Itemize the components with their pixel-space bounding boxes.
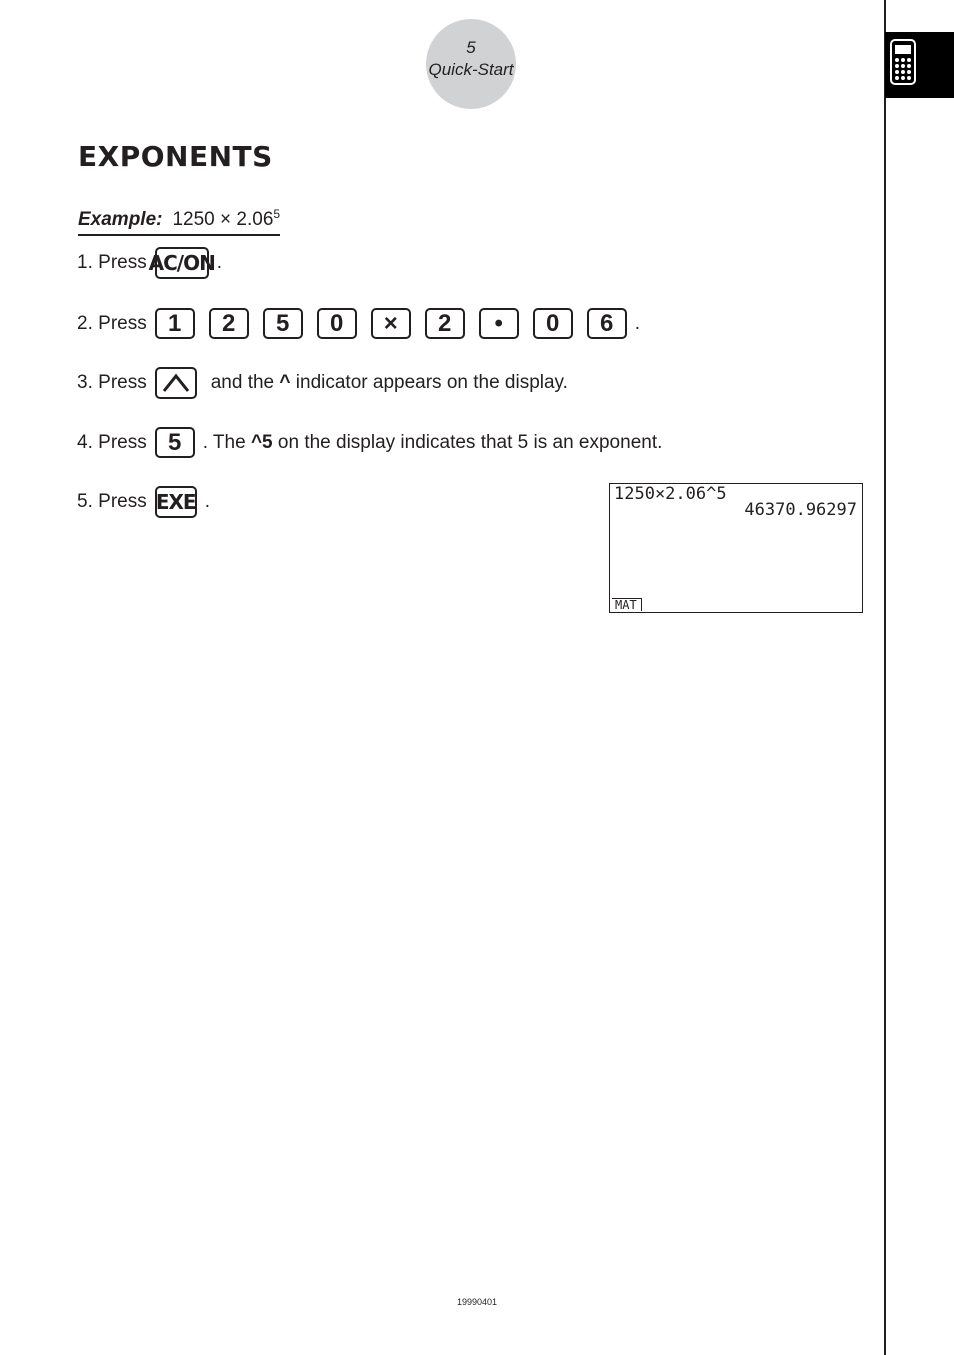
- step-verb: Press: [98, 372, 147, 393]
- step-text: and the: [210, 372, 280, 393]
- key-1[interactable]: 1: [155, 308, 195, 339]
- example-heading: [78, 207, 280, 236]
- calculator-icon: [890, 39, 916, 85]
- step-text: . The: [202, 431, 251, 453]
- display-input: 1250×2.06^5: [614, 484, 727, 504]
- decimal-point-key[interactable]: •: [479, 308, 519, 339]
- example-expression: 1250 × 2.06: [172, 209, 274, 230]
- section-name: Quick-Start: [428, 60, 514, 79]
- step-text: indicator appears on the display.: [290, 372, 568, 393]
- key-2[interactable]: 2: [209, 308, 249, 339]
- exponent-indicator: ^5: [250, 431, 273, 453]
- step-suffix: .: [216, 252, 222, 273]
- display-menu-mat: MAT: [612, 598, 642, 611]
- step-number: 3.: [77, 372, 93, 393]
- caret-icon: [161, 372, 191, 394]
- ac-on-key[interactable]: AC/ON: [155, 247, 209, 279]
- caret-indicator: ^: [279, 372, 291, 393]
- page-title: EXPONENTS: [78, 140, 273, 173]
- step-verb: Press: [98, 312, 147, 334]
- footer-code: 19990401: [457, 1297, 498, 1307]
- step-verb: Press: [98, 491, 147, 512]
- key-5[interactable]: 5: [263, 308, 303, 339]
- step-verb: Press: [98, 252, 147, 273]
- calculator-display: [609, 483, 863, 613]
- step-number: 2.: [77, 312, 93, 334]
- step-4: [77, 427, 662, 458]
- step-3: [77, 367, 568, 399]
- step-suffix: .: [634, 312, 640, 334]
- example-exponent: 5: [273, 207, 281, 221]
- step-number: 1.: [77, 252, 93, 273]
- key-5[interactable]: 5: [155, 427, 195, 458]
- display-result: 46370.96297: [744, 500, 857, 520]
- step-5: [77, 486, 210, 518]
- key-0[interactable]: 0: [533, 308, 573, 339]
- power-key[interactable]: [155, 367, 197, 399]
- key-2[interactable]: 2: [425, 308, 465, 339]
- key-0[interactable]: 0: [317, 308, 357, 339]
- page-number-badge: [426, 19, 516, 109]
- step-1: [77, 247, 222, 279]
- step-text: on the display indicates that 5 is an exponent.: [272, 431, 663, 453]
- page-number: 5: [466, 38, 476, 57]
- step-suffix: .: [204, 491, 210, 512]
- step-2: [77, 308, 640, 339]
- step-verb: Press: [98, 431, 147, 453]
- step-number: 5.: [77, 491, 93, 512]
- key-6[interactable]: 6: [587, 308, 627, 339]
- example-label: Example:: [78, 209, 163, 230]
- exe-key[interactable]: EXE: [155, 486, 197, 518]
- multiply-key[interactable]: ×: [371, 308, 411, 339]
- margin-rule: [884, 0, 886, 1355]
- step-number: 4.: [77, 431, 93, 453]
